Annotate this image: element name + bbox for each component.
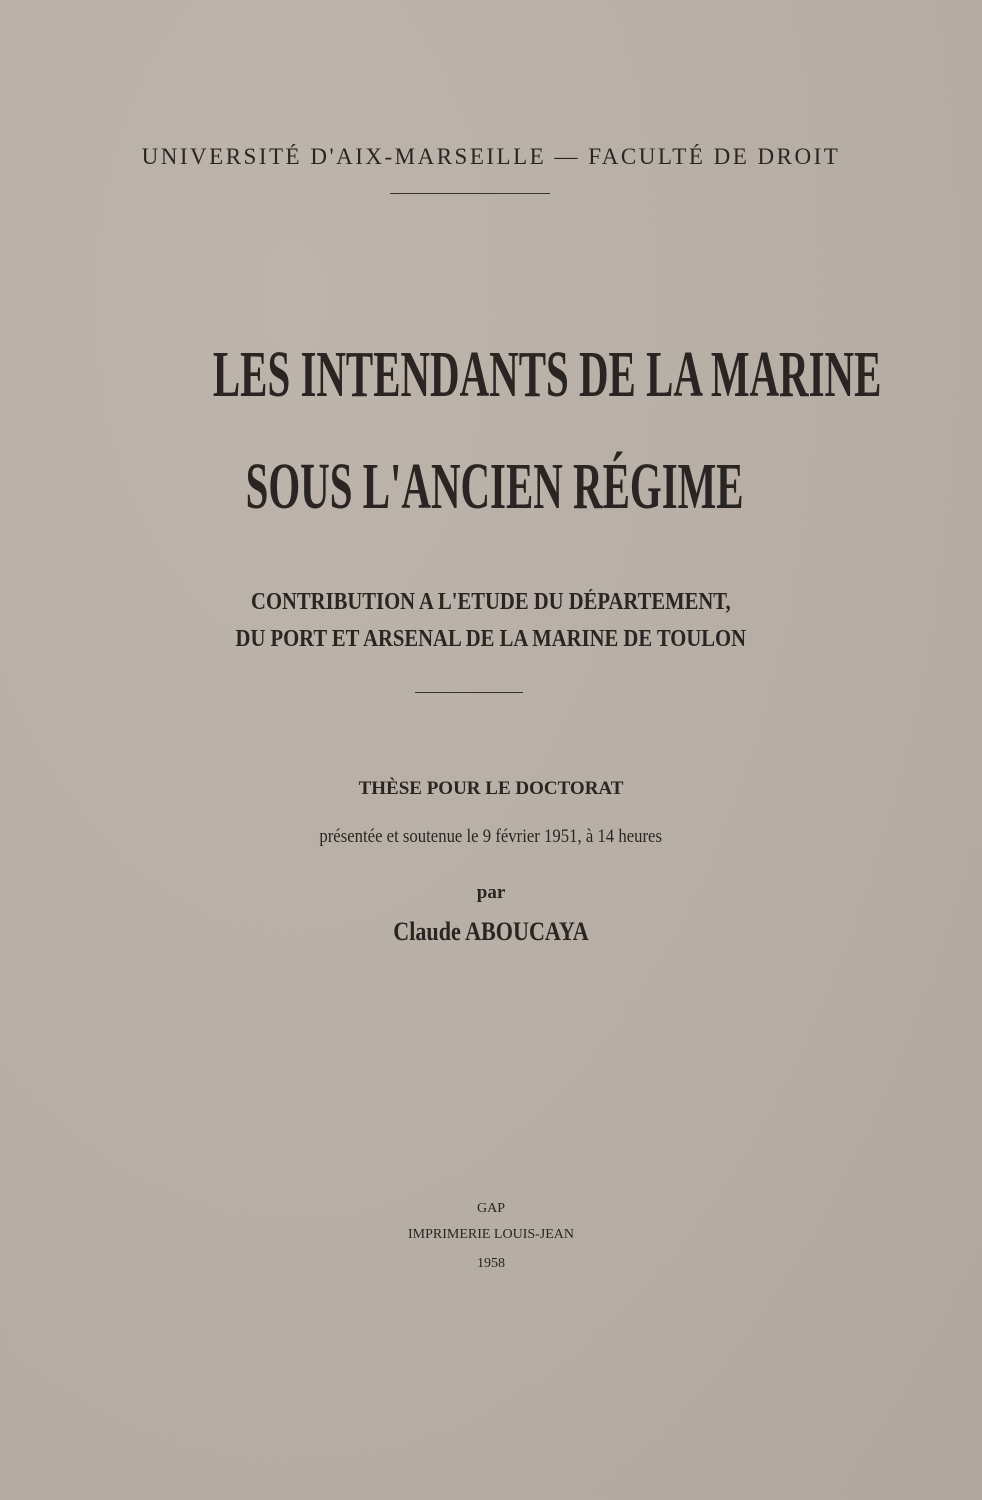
header-divider [390, 193, 550, 194]
by-text: par [476, 882, 506, 903]
imprint-city-text: GAP [476, 1201, 505, 1216]
author-name [0, 917, 982, 947]
subtitle-line-2 [0, 626, 982, 653]
author-text: Claude ABOUCAYA [393, 917, 589, 946]
title-text-1: LES INTENDANTS DE LA MARINE [212, 338, 882, 411]
subtitle-text-1: CONTRIBUTION A L'ETUDE DU DÉPARTEMENT, [251, 589, 731, 615]
imprint-printer [0, 1227, 982, 1243]
university-header [0, 144, 982, 170]
title-line-1 [8, 338, 982, 411]
subtitle-divider [415, 692, 523, 693]
subtitle-line-1 [0, 589, 982, 616]
thesis-label-text: THÈSE POUR LE DOCTORAT [358, 778, 624, 799]
defense-text: présentée et soutenue le 9 février 1951, à 14 heures [319, 826, 663, 847]
subtitle-text-2: DU PORT ET ARSENAL DE LA MARINE DE TOULON [235, 626, 747, 652]
imprint-year-text: 1958 [477, 1256, 505, 1271]
by-line [0, 882, 982, 904]
title-text-2: SOUS L'ANCIEN RÉGIME [246, 450, 744, 523]
imprint-year [0, 1256, 982, 1272]
header-text: UNIVERSITÉ D'AIX-MARSEILLE — FACULTÉ DE DROIT [141, 144, 841, 169]
thesis-label [0, 778, 982, 800]
title-line-2 [4, 450, 982, 523]
imprint-city [0, 1201, 982, 1217]
imprint-printer-text: IMPRIMERIE LOUIS-JEAN [407, 1227, 575, 1242]
defense-line [0, 826, 982, 848]
